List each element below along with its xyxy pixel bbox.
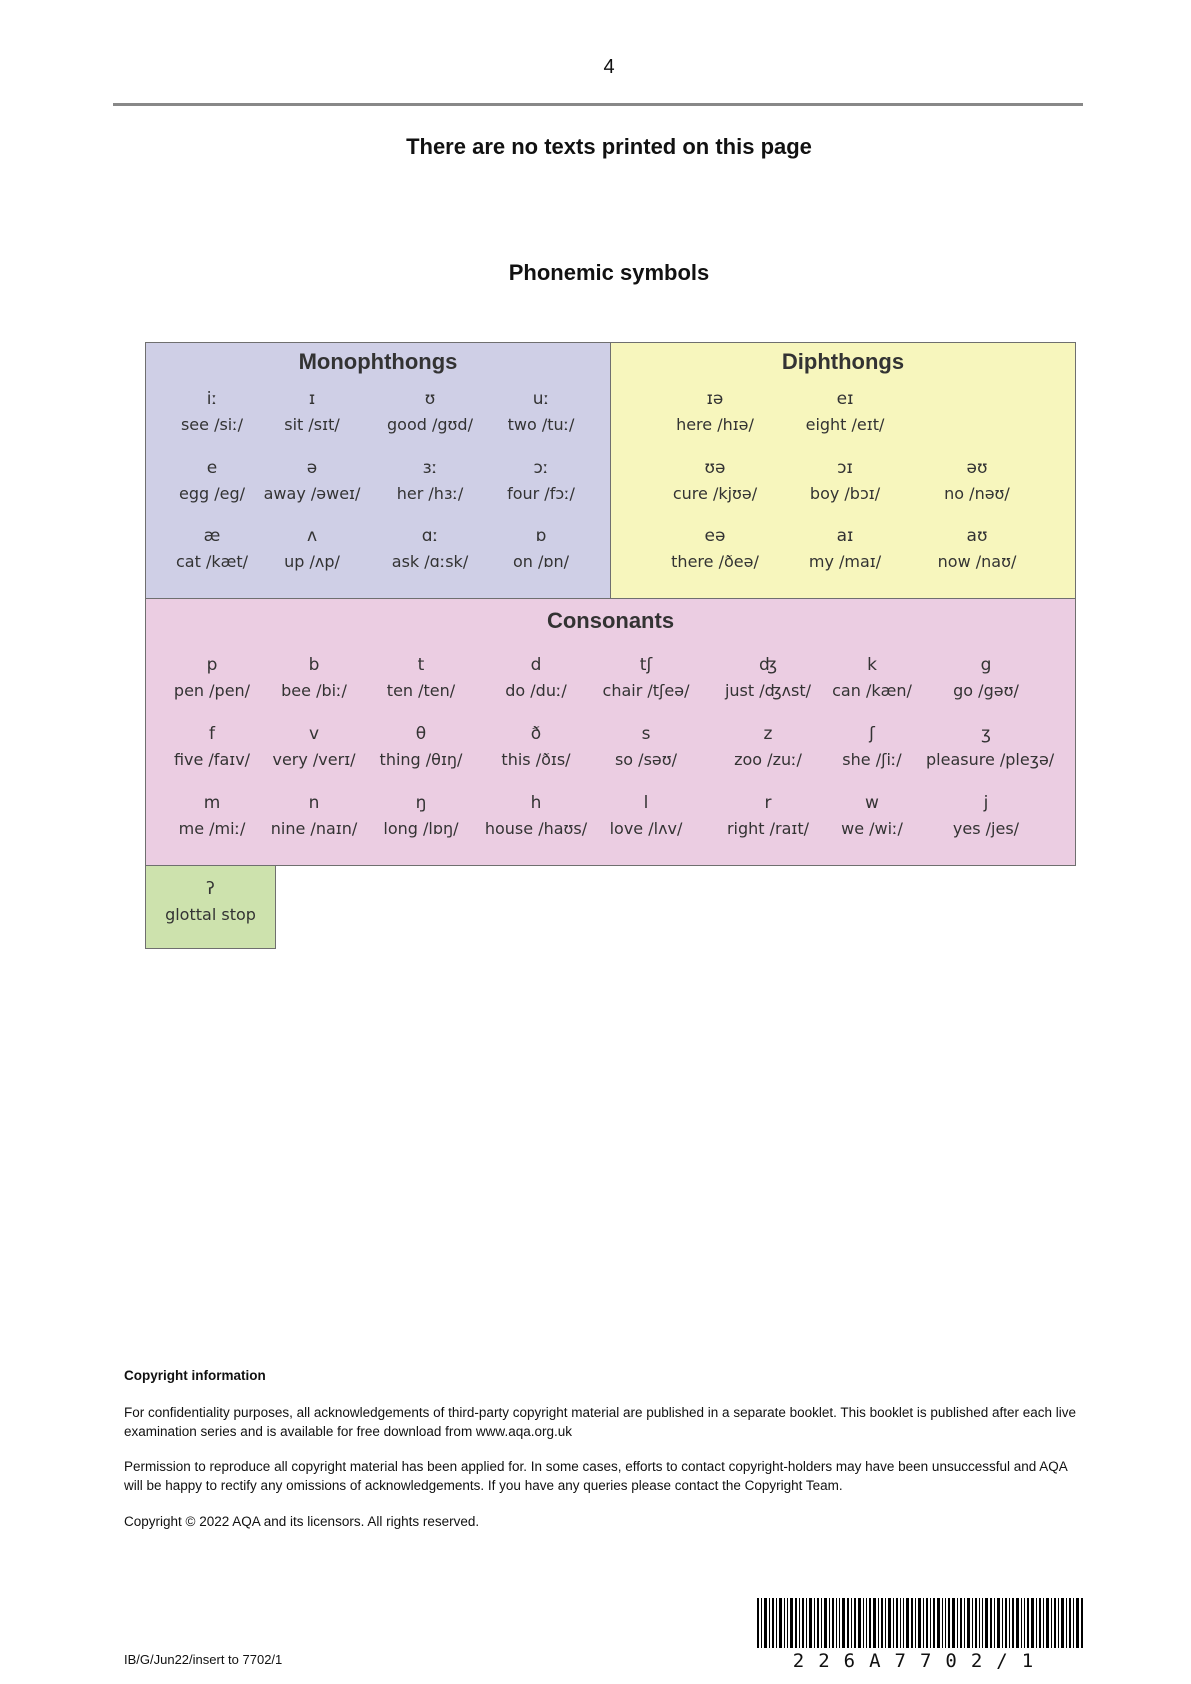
phoneme-cell (481, 388, 601, 436)
phoneme-example: chair /tʃeə/ (602, 681, 690, 700)
consonants-title: Consonants (546, 608, 675, 633)
phoneme-cell (370, 457, 490, 505)
phoneme-cell (361, 723, 481, 771)
phoneme-example: on /ɒn/ (512, 552, 570, 571)
phoneme-example: this /ðɪs/ (501, 750, 571, 769)
phoneme-cell (708, 723, 828, 771)
phoneme-example: yes /jes/ (952, 819, 1020, 838)
phoneme-symbol: t (417, 655, 425, 675)
phoneme-symbol: e (206, 458, 218, 478)
phoneme-symbol: uː (532, 389, 550, 409)
phoneme-symbol: z (763, 724, 773, 744)
phoneme-example: four /fɔː/ (507, 484, 575, 503)
phoneme-example: her /hɜː/ (396, 484, 464, 503)
diphthongs-title: Diphthongs (781, 349, 905, 374)
phoneme-symbol: tʃ (639, 655, 653, 675)
phoneme-symbol: ʤ (759, 655, 777, 675)
phoneme-example: bee /biː/ (281, 681, 347, 700)
phoneme-symbol: ɒ (535, 526, 547, 546)
phoneme-cell (476, 654, 596, 702)
copyright-paragraph: Copyright © 2022 AQA and its licensors. All rights reserved. (124, 1514, 480, 1529)
phoneme-symbol: æ (203, 526, 221, 546)
phoneme-cell (708, 654, 828, 702)
phoneme-symbol: b (308, 655, 320, 675)
phoneme-example: here /hɪə/ (676, 415, 754, 434)
barcode-image (757, 1598, 1083, 1648)
phoneme-symbol: ə (306, 458, 318, 478)
phoneme-symbol: ʌ (306, 526, 318, 546)
phoneme-cell (812, 723, 932, 771)
phoneme-symbol: j (983, 793, 989, 813)
phoneme-symbol: ɪə (706, 389, 724, 409)
phoneme-symbol: k (867, 655, 877, 675)
phoneme-symbol: h (530, 793, 542, 813)
page-number: 4 (603, 56, 615, 78)
phoneme-example: my /maɪ/ (808, 552, 882, 571)
phoneme-cell (361, 792, 481, 840)
phoneme-cell (481, 457, 601, 505)
phoneme-example: good /gʊd/ (387, 415, 473, 434)
phoneme-cell (476, 792, 596, 840)
phoneme-symbol: f (209, 724, 215, 744)
phoneme-symbol: əʊ (966, 458, 988, 478)
phoneme-cell (926, 723, 1055, 771)
phoneme-cell (146, 878, 275, 926)
phoneme-example: two /tuː/ (507, 415, 575, 434)
phoneme-example: go /gəʊ/ (953, 681, 1019, 700)
phoneme-symbol: ɔɪ (837, 458, 853, 478)
phoneme-symbol: m (203, 793, 221, 813)
phoneme-symbol: ɑː (421, 526, 439, 546)
phoneme-symbol: eɪ (836, 389, 854, 409)
phoneme-example: glottal stop (165, 905, 256, 924)
phoneme-cell (370, 525, 490, 573)
phoneme-symbol: ʒ (981, 724, 991, 744)
header-rule (113, 103, 1083, 106)
phoneme-cell (252, 388, 372, 436)
phoneme-symbol: ʊ (424, 389, 436, 409)
phoneme-example: she /ʃiː/ (842, 750, 902, 769)
phoneme-symbol: s (641, 724, 651, 744)
phoneme-symbol: aʊ (966, 526, 988, 546)
phoneme-example: ask /ɑːsk/ (391, 552, 469, 571)
phoneme-symbol: ɔː (533, 458, 549, 478)
phoneme-cell (481, 525, 601, 573)
phoneme-example: boy /bɔɪ/ (809, 484, 881, 503)
phoneme-example: no /nəʊ/ (944, 484, 1010, 503)
phoneme-cell (926, 792, 1046, 840)
phoneme-symbol: v (308, 724, 320, 744)
phoneme-example: just /ʤʌst/ (724, 681, 812, 700)
phoneme-example: zoo /zuː/ (734, 750, 802, 769)
phoneme-example: five /faɪv/ (173, 750, 251, 769)
phoneme-symbol: g (980, 655, 992, 675)
phoneme-cell (252, 457, 372, 505)
phoneme-symbol: ŋ (415, 793, 427, 813)
diphthongs-panel (610, 342, 1076, 599)
phoneme-cell (917, 457, 1037, 505)
phoneme-symbol: w (865, 793, 879, 813)
phoneme-symbol: r (764, 793, 772, 813)
phoneme-example: sit /sɪt/ (284, 415, 340, 434)
phoneme-example: now /naʊ/ (937, 552, 1017, 571)
monophthongs-panel (145, 342, 611, 599)
footer-code: IB/G/Jun22/insert to 7702/1 (124, 1652, 283, 1667)
phoneme-cell (655, 457, 775, 505)
phoneme-cell (476, 723, 596, 771)
phoneme-example: nine /naɪn/ (270, 819, 358, 838)
phoneme-example: away /əweɪ/ (263, 484, 361, 503)
phoneme-example: so /səʊ/ (614, 750, 678, 769)
phoneme-example: see /siː/ (180, 415, 244, 434)
phoneme-cell (252, 525, 372, 573)
chart-title: Phonemic symbols (508, 260, 710, 285)
copyright-paragraph: For confidentiality purposes, all acknowledgements of third-party copyright material are published in a separate booklet. This booklet is published after each live examination series and is available for free download from www.aqa.org.uk (124, 1405, 1077, 1439)
consonants-panel (145, 598, 1076, 866)
copyright-heading: Copyright information (124, 1368, 266, 1383)
phoneme-example: right /raɪt/ (726, 819, 810, 838)
phoneme-cell (785, 388, 905, 436)
phoneme-cell (370, 388, 490, 436)
phoneme-symbol: d (530, 655, 542, 675)
phoneme-cell (812, 654, 932, 702)
phoneme-cell (586, 654, 706, 702)
phoneme-example: there /ðeə/ (671, 552, 759, 571)
phoneme-example: long /lɒŋ/ (383, 819, 459, 838)
phoneme-symbol: n (308, 793, 320, 813)
phoneme-cell (655, 525, 775, 573)
phoneme-example: can /kæn/ (832, 681, 912, 700)
phoneme-example: pen /pen/ (173, 681, 251, 700)
phoneme-example: up /ʌp/ (284, 552, 340, 571)
phoneme-example: do /duː/ (505, 681, 567, 700)
phoneme-example: ten /ten/ (386, 681, 456, 700)
monophthongs-title: Monophthongs (298, 349, 458, 374)
barcode-text: 226A7702/1 (792, 1650, 1048, 1672)
phoneme-cell (785, 457, 905, 505)
phoneme-symbol: ʔ (206, 879, 215, 899)
phoneme-example: we /wiː/ (841, 819, 903, 838)
phoneme-symbol: ʃ (869, 724, 875, 744)
phoneme-example: cure /kjʊə/ (672, 484, 758, 503)
phoneme-cell (586, 723, 706, 771)
phoneme-cell (586, 792, 706, 840)
glottal-stop-panel (145, 865, 276, 949)
phoneme-example: very /verɪ/ (272, 750, 356, 769)
phoneme-symbol: p (206, 655, 218, 675)
phoneme-symbol: aɪ (836, 526, 854, 546)
phoneme-cell (917, 525, 1037, 573)
phoneme-symbol: iː (206, 389, 218, 409)
phoneme-cell (785, 525, 905, 573)
phoneme-cell (812, 792, 932, 840)
phoneme-example: cat /kæt/ (176, 552, 248, 571)
phoneme-example: eight /eɪt/ (805, 415, 885, 434)
phoneme-symbol: ð (530, 724, 542, 744)
phoneme-symbol: ɜː (422, 458, 438, 478)
phoneme-example: me /miː/ (178, 819, 246, 838)
phoneme-cell (655, 388, 775, 436)
phoneme-example: pleasure /pleʒə/ (926, 750, 1055, 769)
phoneme-example: thing /θɪŋ/ (379, 750, 463, 769)
phoneme-cell (926, 654, 1046, 702)
no-texts-notice: There are no texts printed on this page (406, 134, 812, 159)
phoneme-symbol: θ (415, 724, 427, 744)
phoneme-cell (361, 654, 481, 702)
copyright-paragraph: Permission to reproduce all copyright material has been applied for. In some cases, efforts to contact copyright-holders may have been unsuccessful and AQA will be happy to rectify any omissions of acknowledgements. If you have any queries please contact the Copyright Team. (124, 1459, 1068, 1493)
phoneme-example: love /lʌv/ (609, 819, 683, 838)
phoneme-symbol: eə (704, 526, 726, 546)
phoneme-cell (254, 792, 374, 840)
phoneme-cell (254, 654, 374, 702)
phoneme-symbol: ɪ (308, 389, 316, 409)
phoneme-cell (254, 723, 374, 771)
phoneme-symbol: l (643, 793, 649, 813)
phoneme-example: house /haʊs/ (484, 819, 588, 838)
phoneme-symbol: ʊə (704, 458, 726, 478)
phoneme-cell (708, 792, 828, 840)
phoneme-example: egg /eg/ (178, 484, 246, 503)
